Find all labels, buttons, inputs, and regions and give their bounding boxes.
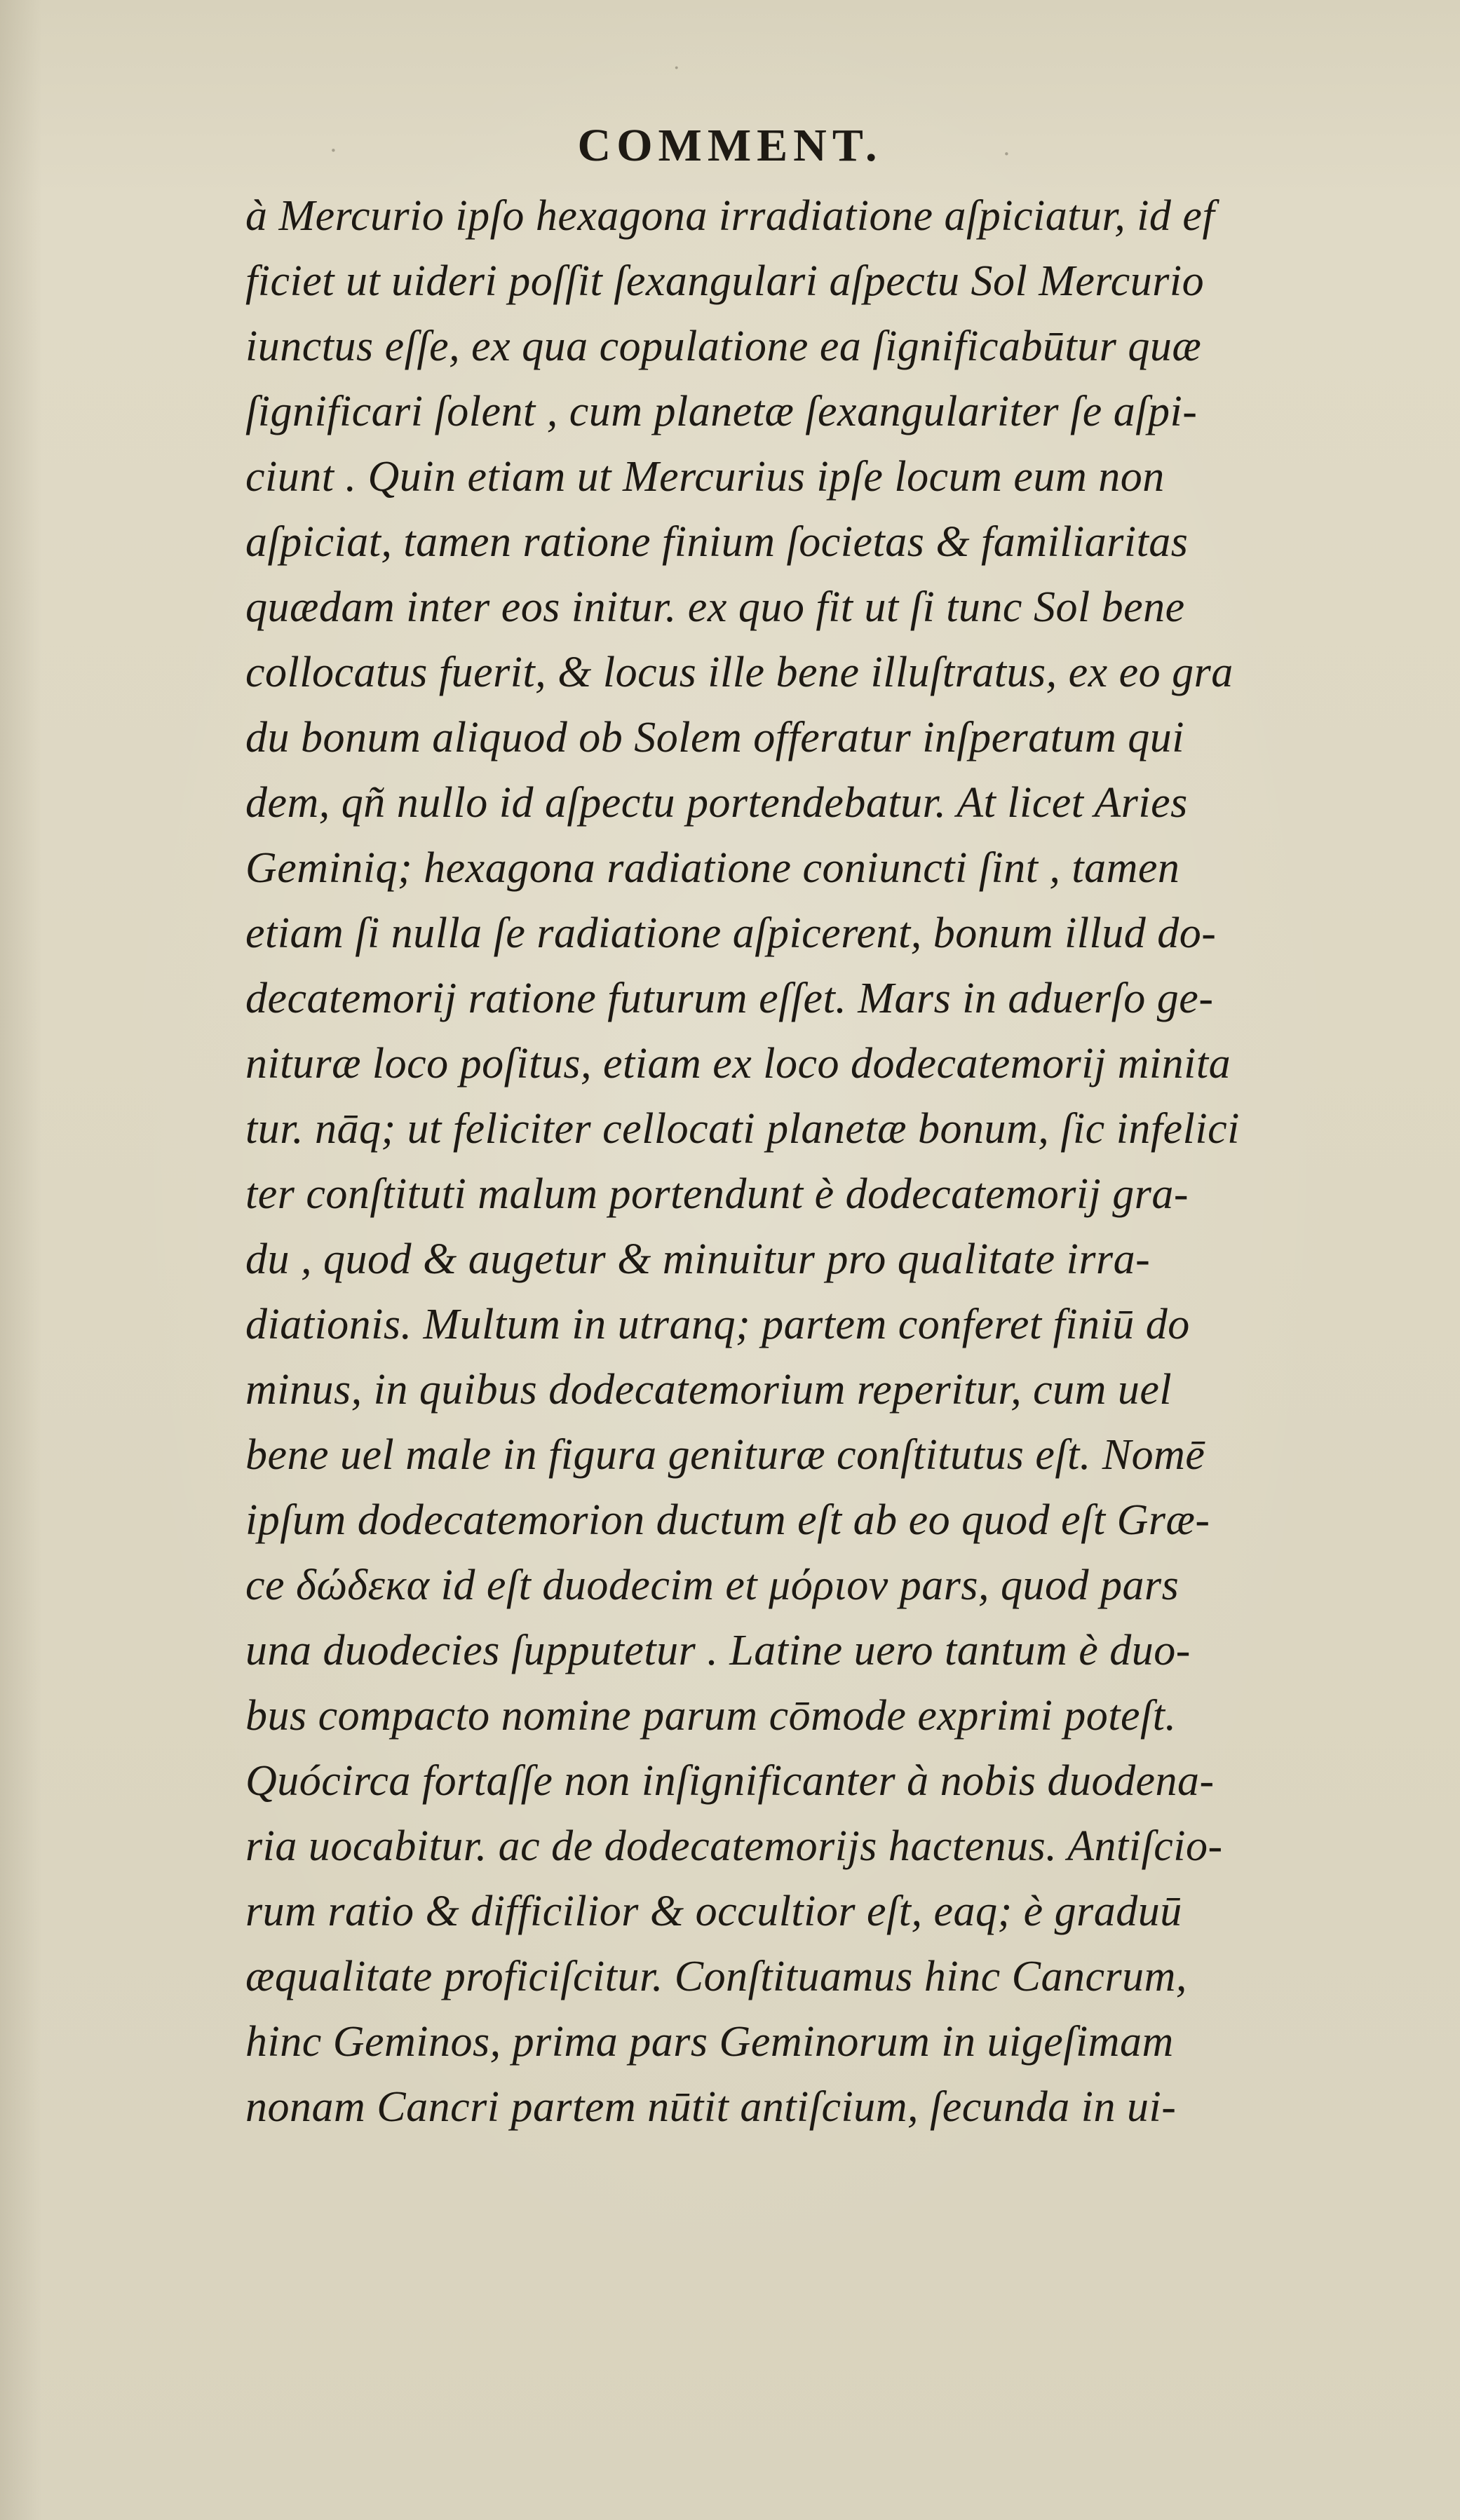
text-line: æqualitate proficiſcitur. Conſtituamus hinc Cancrum,: [245, 1953, 1187, 2000]
text-line: aſpiciat, tamen ratione finium ſocietas & familiaritas: [245, 518, 1189, 566]
text-line: ficiet ut uideri poſſit ſexangulari aſpectu Sol Mercurio: [245, 257, 1205, 305]
text-line: Geminiq; hexagona radiatione coniuncti ſint , tamen: [245, 844, 1180, 892]
text-line: Quócirca fortaſſe non inſignificanter à nobis duodena-: [245, 1757, 1215, 1805]
text-line: bus compacto nomine parum cōmode exprimi poteſt.: [245, 1692, 1177, 1740]
text-line: bene uel male in figura genituræ conſtitutus eſt. Nomē: [245, 1431, 1205, 1479]
running-head: COMMENT.: [577, 120, 883, 171]
text-line: decatemorij ratione futurum eſſet. Mars in aduerſo ge-: [245, 975, 1214, 1022]
text-line: à Mercurio ipſo hexagona irradiatione aſpiciatur, id ef: [245, 192, 1215, 240]
text-line: ipſum dodecatemorion ductum eſt ab eo quod eſt Græ-: [245, 1496, 1210, 1544]
text-line: nonam Cancri partem nūtit antiſcium, ſecunda in ui-: [245, 2083, 1177, 2131]
text-line: collocatus fuerit, & locus ille bene illuſtratus, ex eo gra: [245, 649, 1233, 696]
text-line: rum ratio & difficilior & occultior eſt, eaq; è graduū: [245, 1888, 1182, 1935]
text-line: quædam inter eos initur. ex quo fit ut ſi tunc Sol bene: [245, 583, 1185, 631]
text-line: etiam ſi nulla ſe radiatione aſpicerent, bonum illud do-: [245, 909, 1217, 957]
text-line: ce δώδεκα id eſt duodecim et μόριον pars, quod pars: [245, 1562, 1180, 1609]
text-line: du bonum aliquod ob Solem offeratur inſperatum qui: [245, 714, 1185, 761]
text-line: una duodecies ſupputetur . Latine uero tantum è duo-: [245, 1627, 1191, 1674]
text-line: hinc Geminos, prima pars Geminorum in uigeſimam: [245, 2018, 1174, 2066]
text-line: tur. nāq; ut feliciter cellocati planetæ bonum, ſic infelici: [245, 1105, 1240, 1153]
ink-speck-ornament: ·: [673, 56, 680, 81]
text-line: minus, in quibus dodecatemorium reperitur, cum uel: [245, 1366, 1172, 1414]
ink-speck-ornament: ·: [1003, 140, 1010, 168]
text-line: ria uocabitur. ac de dodecatemorijs hactenus. Antiſcio-: [245, 1822, 1223, 1870]
ink-speck-ornament: ·: [330, 137, 337, 165]
text-line: ter conſtituti malum portendunt è dodecatemorij gra-: [245, 1170, 1189, 1218]
text-line: ſignificari ſolent , cum planetæ ſexangulariter ſe aſpi-: [245, 388, 1198, 435]
text-line: iunctus eſſe, ex qua copulatione ea ſignificabūtur quæ: [245, 323, 1202, 370]
page-edge-shadow: [0, 0, 42, 2520]
text-line: du , quod & augetur & minuitur pro qualitate irra-: [245, 1235, 1151, 1283]
body-text: [245, 184, 1353, 2140]
text-line: ciunt . Quin etiam ut Mercurius ipſe locum eum non: [245, 453, 1165, 501]
text-line: dem, qñ nullo id aſpectu portendebatur. At licet Aries: [245, 779, 1188, 827]
text-line: nituræ loco poſitus, etiam ex loco dodecatemorij minita: [245, 1040, 1231, 1088]
text-line: diationis. Multum in utranq; partem conferet finiū do: [245, 1301, 1190, 1348]
